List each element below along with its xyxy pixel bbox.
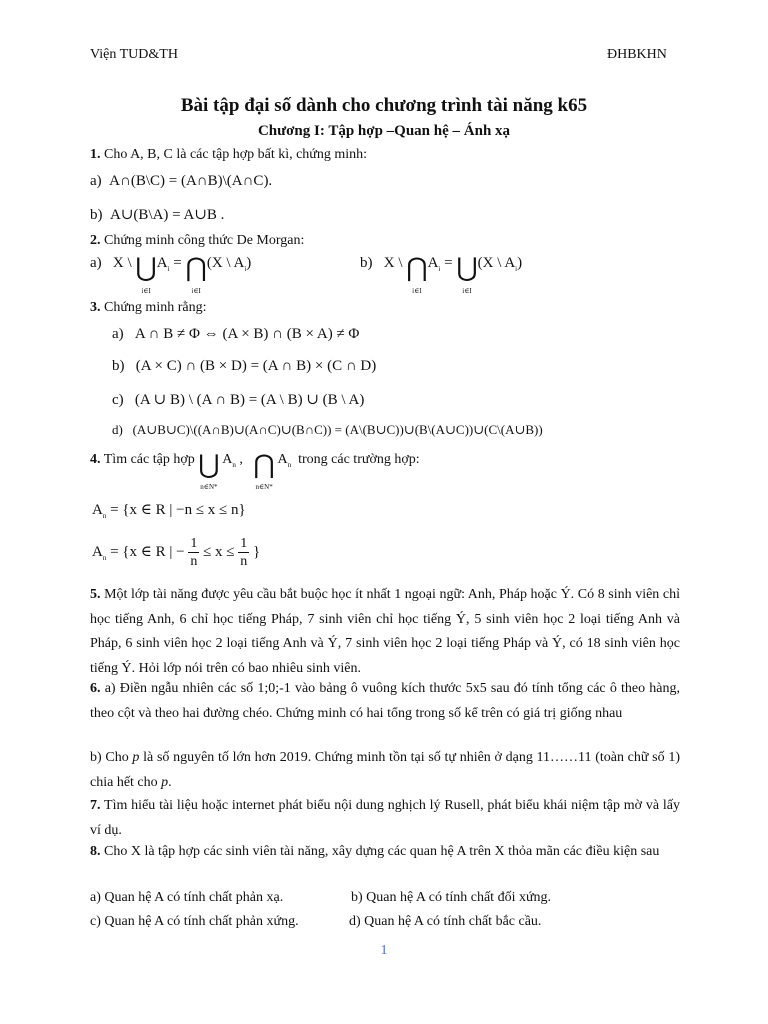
q5-paragraph: 5. Một lớp tài năng được yêu cầu bắt buộc học ít nhất 1 ngoại ngữ: Anh, Pháp hoặc Ý. Có 8 sinh viên chỉ học tiếng Anh, 6 chỉ học tiếng Pháp, 7 sinh viên chỉ học tiếng Ý, 5 sinh viên học 2 loại tiếng Anh và Pháp, 6 sinh viên học 2 loại tiếng Anh và Ý, 7 sinh viên học 2 loại tiếng Pháp và Ý, có 18 sinh viên học tiếng Ý. Hỏi lớp nói trên có bao nhiêu sinh viên. <box>90 587 680 676</box>
q3-d: d) (A∪B∪C)\((A∩B)∪(A∩C)∪(B∩C)) = (A\(B∪C))∪(B\(A∪C))∪(C\(A∪B)) <box>112 422 543 437</box>
q8-c: c) Quan hệ A có tính chất phản xứng. <box>90 914 299 929</box>
q8-a: a) Quan hệ A có tính chất phản xạ. <box>90 890 284 905</box>
union-operator: ⋃ i∈I <box>135 253 157 295</box>
q3-b: b) (A × C) ∩ (B × D) = (A ∩ B) × (C ∩ D) <box>112 358 377 374</box>
q2-b: b) X \ ⋂ $i\in IA_i$ = ⋃ i∈I(X \ $A_i$) <box>360 255 522 295</box>
chapter-title: Chương I: Tập hợp –Quan hệ – Ánh xạ <box>257 123 511 139</box>
union-operator: ⋃ n∈N* <box>198 450 220 491</box>
q1-prompt: 1. Cho A, B, C là các tập hợp bất kì, chứng minh: <box>90 147 368 162</box>
q4-prompt: 4. Tìm các tập hợp ⋃ n∈N* $A_n$ , ⋂ n∈N* $A_n$ trong các trường hợp: <box>90 452 420 490</box>
q8-paragraph: 8. Cho X là tập hợp các sinh viên tài năng, xây dựng các quan hệ A trên X thỏa mãn các điều kiện sau <box>90 844 660 859</box>
q3-c: c) (A ∪ B) \ (A ∩ B) = (A \ B) ∪ (B \ A) <box>112 392 365 408</box>
q4-formula-1: $A_n = \{x$ ∈ R | −n ≤ x ≤ n} <box>92 502 246 520</box>
q6-paragraph-b: b) Cho p là số nguyên tố lớn hơn 2019. Chứng minh tồn tại số tự nhiên ở dạng 11……11 (toàn chữ số 1) chia hết cho p. <box>90 750 680 790</box>
q2-a: a) X \ ⋃ $i\in IA_i$ = ⋂ i∈I(X \ $A_i$) <box>90 255 251 295</box>
q8-d: d) Quan hệ A có tính chất bắc cầu. <box>349 914 542 929</box>
q1-a: a) A∩(B\C) = (A∩B)\(A∩C). <box>90 173 273 189</box>
header-right: ĐHBKHN <box>607 47 667 62</box>
q4-formula-2: $A_n = \{x$ ∈ R | − $\frac{1}{n}$ ≤ x ≤ $\frac{1}{n}$ } <box>92 536 261 569</box>
fraction: $\frac{1}{n}$ <box>240 536 248 569</box>
document-title: Bài tập đại số dành cho chương trình tài năng k65 <box>180 95 588 116</box>
page-number: 1 <box>380 943 388 958</box>
fraction: $\frac{1}{n}$ <box>190 536 198 569</box>
q7-paragraph: 7. Tìm hiểu tài liệu hoặc internet phát biểu nội dung nghịch lý Rusell, phát biểu khái niệm tập mờ và lấy ví dụ. <box>90 798 680 838</box>
q2-prompt: 2. Chứng minh công thức De Morgan: <box>90 233 305 248</box>
intersection-operator: ⋂ i∈I <box>406 253 428 295</box>
q6-paragraph-a: 6. a) Điền ngẫu nhiên các số 1;0;-1 vào bảng ô vuông kích thước 5x5 sau đó tính tổng các ô theo hàng, theo cột và theo hai đường chéo. Chứng minh có hai tổng trong số kể trên có giá trị giống nhau <box>90 681 681 721</box>
union-operator: ⋃ i∈I <box>456 253 478 295</box>
intersection-operator: ⋂ i∈I <box>185 253 207 295</box>
q8-b: b) Quan hệ A có tính chất đối xứng. <box>351 890 552 905</box>
q1-b: b) A∪(B\A) = A∪B . <box>90 207 225 223</box>
intersection-operator: ⋂ n∈N* <box>253 450 275 491</box>
header-left: Viện TUD&TH <box>90 47 178 62</box>
q3-prompt: 3. Chứng minh rằng: <box>90 300 207 315</box>
q3-a: a) A ∩ B ≠ Φ ⇔ (A × B) ∩ (B × A) ≠ Φ <box>112 326 360 342</box>
